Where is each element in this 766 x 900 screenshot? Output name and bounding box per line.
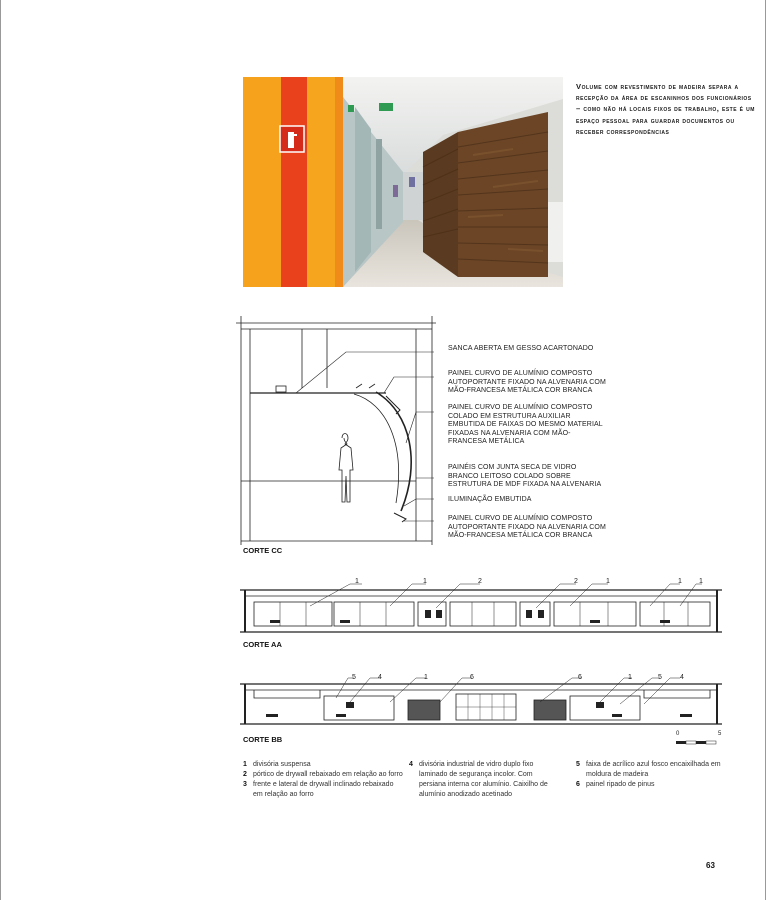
cc-label-3: PAINEL CURVO DE ALUMÍNIO COMPOSTO COLADO EM ESTRUTURA AUXILIAR EMBUTIDA DE FAIXAS DO MESMO MATERIAL FIXADAS NA ALVENARIA COM MÃO-FRANCESA METÁLICA xyxy=(448,404,603,446)
aa-callout-3: 2 xyxy=(478,578,482,585)
scale-start: 0 xyxy=(676,731,680,737)
interior-photo xyxy=(243,77,563,287)
legend-item: 2 pórtico de drywall rebaixado em relação ao forro xyxy=(243,771,403,778)
photo-caption: Volume com revestimento de madeira separa a recepção da área de escaninhos dos funcionários – como não há locais fixos de trabalho, este é um espaço pessoal para guardar documentos ou receber correspondências xyxy=(576,82,755,136)
bb-callout-8: 4 xyxy=(680,674,684,681)
section-aa-title: CORTE AA xyxy=(243,640,282,649)
legend-item: 1 divisória suspensa xyxy=(243,761,311,768)
bb-callout-6: 1 xyxy=(628,674,632,681)
aa-callout-2: 1 xyxy=(423,578,427,585)
legend-column-3 xyxy=(576,760,726,790)
legend-item: 3 frente e lateral de drywall inclinado rebaixado em relação ao forro xyxy=(243,781,394,798)
aa-callout-5: 1 xyxy=(606,578,610,585)
bb-callout-3: 1 xyxy=(424,674,428,681)
legend-item: 6 painel ripado de pinus xyxy=(576,781,655,788)
section-bb-title: CORTE BB xyxy=(243,735,283,744)
legend-column-1 xyxy=(243,760,403,800)
page-edge-left xyxy=(0,0,1,900)
scale-end: 5 xyxy=(718,731,722,737)
legend-item: 4 divisória industrial de vidro duplo fixo laminado de segurança incolor. Com persiana interna cor alumínio. Caixilho de alumínio anodizado acetinado xyxy=(409,761,548,798)
bb-callout-1: 5 xyxy=(352,674,356,681)
legend-column-2 xyxy=(409,760,559,800)
section-cc-drawing xyxy=(236,313,436,545)
bb-callout-7: 5 xyxy=(658,674,662,681)
cc-label-2: PAINEL CURVO DE ALUMÍNIO COMPOSTO AUTOPORTANTE FIXADO NA ALVENARIA COM MÃO-FRANCESA METÁLICA COR BRANCA xyxy=(448,370,606,395)
bb-callout-5: 6 xyxy=(578,674,582,681)
cc-label-1: SANCA ABERTA EM GESSO ACARTONADO xyxy=(448,345,594,352)
scale-bar xyxy=(676,738,726,746)
cc-label-4: PAINÉIS COM JUNTA SECA DE VIDRO BRANCO LEITOSO COLADO SOBRE ESTRUTURA DE MDF FIXADA NA ALVENARIA xyxy=(448,464,602,489)
bb-callout-4: 6 xyxy=(470,674,474,681)
section-aa-drawing xyxy=(240,576,722,638)
legend-item: 5 faixa de acrílico azul fosco encaixilhada em moldura de madeira xyxy=(576,761,721,778)
section-bb-drawing xyxy=(240,672,722,730)
aa-callout-1: 1 xyxy=(355,578,359,585)
cc-label-6: PAINEL CURVO DE ALUMÍNIO COMPOSTO AUTOPORTANTE FIXADO NA ALVENARIA COM MÃO-FRANCESA METÁLICA COR BRANCA xyxy=(448,515,606,540)
bb-callout-2: 4 xyxy=(378,674,382,681)
page-number: 63 xyxy=(706,861,715,870)
aa-callout-6: 1 xyxy=(678,578,682,585)
aa-callout-7: 1 xyxy=(699,578,703,585)
cc-label-5: ILUMINAÇÃO EMBUTIDA xyxy=(448,496,532,503)
aa-callout-4: 2 xyxy=(574,578,578,585)
section-cc-title: CORTE CC xyxy=(243,546,283,555)
